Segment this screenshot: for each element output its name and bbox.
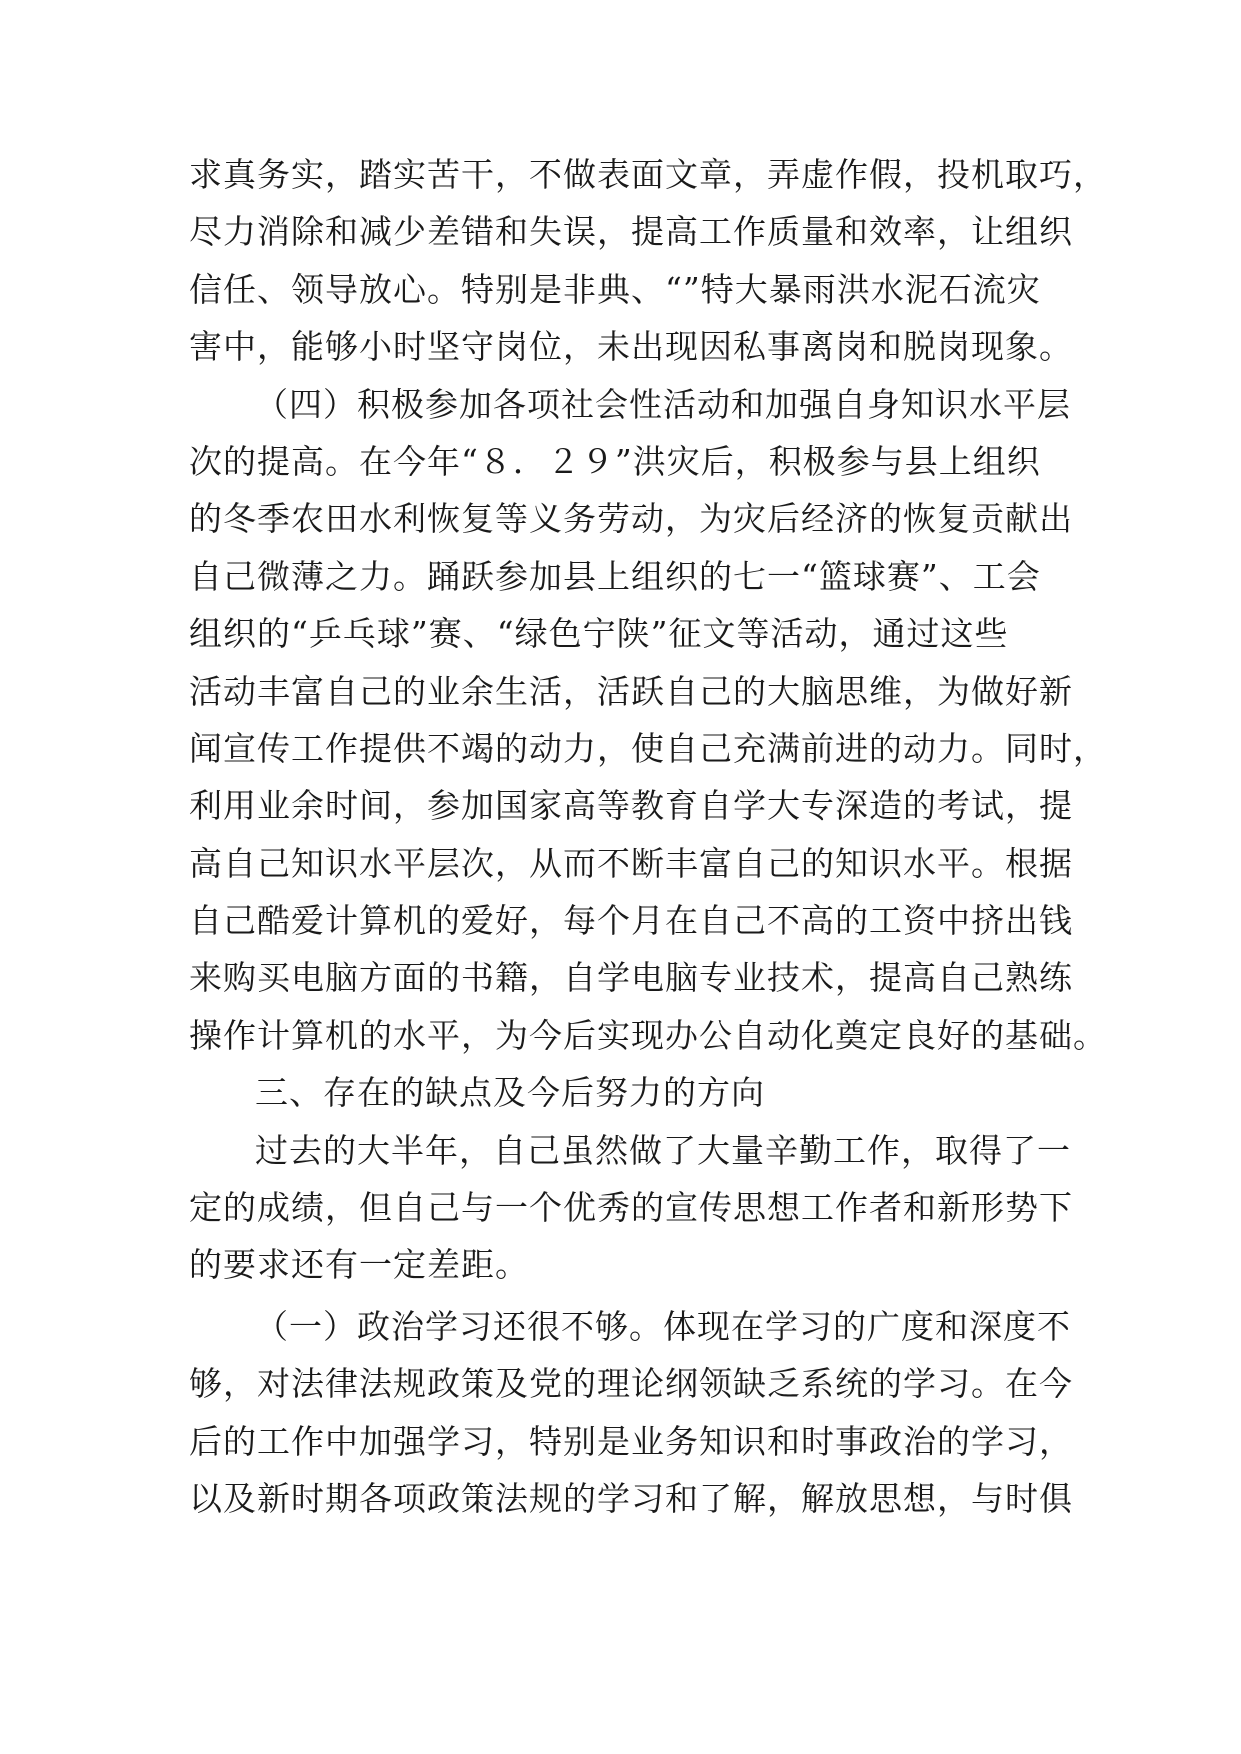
text-line: 操作计算机的水平，为今后实现办公自动化奠定良好的基础。 <box>189 1015 1107 1055</box>
text-line: 的要求还有一定差距。 <box>189 1245 529 1285</box>
text-line: 信任、领导放心。特别是非典、“”特大暴雨洪水泥石流灾 <box>189 269 1041 309</box>
text-line: 自己微薄之力。踊跃参加县上组织的七一“篮球赛”、工会 <box>189 556 1041 596</box>
text-line: 的冬季农田水利恢复等义务劳动，为灾后经济的恢复贡献出 <box>189 499 1073 539</box>
text-line: 后的工作中加强学习，特别是业务知识和时事政治的学习， <box>189 1421 1073 1461</box>
text-line: 定的成绩，但自己与一个优秀的宣传思想工作者和新形势下 <box>189 1188 1073 1228</box>
paragraph-start: 过去的大半年，自己虽然做了大量辛勤工作，取得了一 <box>255 1130 1071 1170</box>
text-line: 高自己知识水平层次，从而不断丰富自己的知识水平。根据 <box>189 843 1073 883</box>
text-line: 来购买电脑方面的书籍，自学电脑专业技术，提高自己熟练 <box>189 958 1073 998</box>
text-line: 够，对法律法规政策及党的理论纲领缺乏系统的学习。在今 <box>189 1364 1073 1404</box>
text-line: 组织的“乒乓球”赛、“绿色宁陕”征文等活动，通过这些 <box>189 614 1009 654</box>
body-text <box>189 146 1107 1527</box>
text-line: 活动丰富自己的业余生活，活跃自己的大脑思维，为做好新 <box>189 671 1073 711</box>
text-line: 利用业余时间，参加国家高等教育自学大专深造的考试，提 <box>189 786 1073 826</box>
text-line: 尽力消除和减少差错和失误，提高工作质量和效率，让组织 <box>189 212 1073 252</box>
text-line: 求真务实，踏实苦干，不做表面文章，弄虚作假，投机取巧， <box>189 155 1107 194</box>
text-line: 次的提高。在今年“８．２９”洪灾后，积极参与县上组织 <box>189 441 1041 481</box>
paragraph-heading-1: （一）政治学习还很不够。体现在学习的广度和深度不 <box>255 1306 1071 1346</box>
text-line: 闻宣传工作提供不竭的动力，使自己充满前进的动力。同时， <box>189 728 1107 768</box>
text-line: 以及新时期各项政策法规的学习和了解，解放思想，与时俱 <box>189 1478 1073 1518</box>
text-line: 害中，能够小时坚守岗位，未出现因私事离岗和脱岗现象。 <box>189 327 1073 367</box>
paragraph-heading-4: （四）积极参加各项社会性活动和加强自身知识水平层 <box>255 384 1071 424</box>
section-heading-3: 三、存在的缺点及今后努力的方向 <box>255 1073 765 1113</box>
text-line: 自己酷爱计算机的爱好，每个月在自己不高的工资中挤出钱 <box>189 901 1073 941</box>
